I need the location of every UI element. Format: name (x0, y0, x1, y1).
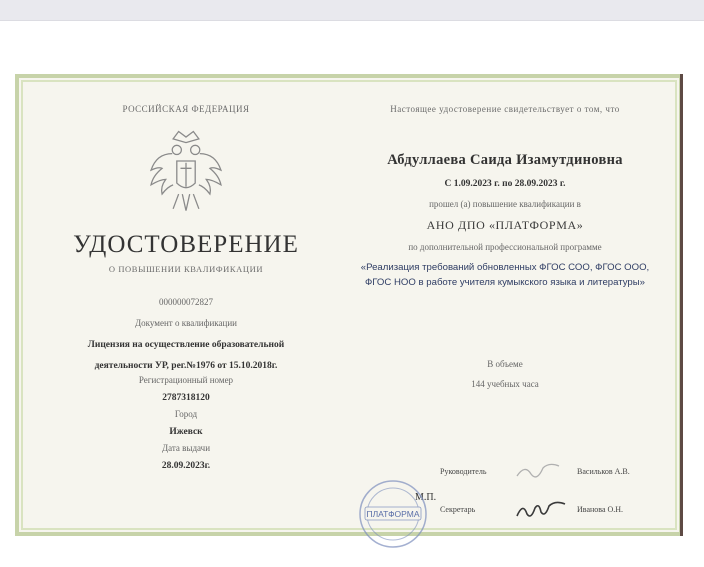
right-page (345, 104, 665, 519)
head-signature (513, 460, 563, 482)
country-name: РОССИЙСКАЯ ФЕДЕРАЦИЯ (122, 104, 250, 114)
secretary-signature (513, 498, 569, 522)
organization-stamp (357, 478, 429, 550)
document-type-label: Документ о квалификации (135, 317, 237, 328)
secretary-role-label: Секретарь (440, 505, 476, 514)
license-line-2: деятельности УР, рег.№1976 от 15.10.2018г. (94, 361, 278, 372)
license-line-1: Лицензия на осуществление образовательной (87, 339, 285, 350)
document-right-edge (680, 74, 683, 536)
stamp-text: ПЛАТФОРМА (366, 509, 420, 519)
training-period: С 1.09.2023 г. по 28.09.2023 г. (444, 179, 566, 189)
city-label: Город (174, 408, 198, 419)
head-name: Васильков А.В. (577, 467, 630, 476)
top-bar (0, 0, 704, 21)
program-title (345, 261, 665, 290)
secretary-name: Иванова О.Н. (577, 505, 624, 514)
program-title-line-2: ФГОС НОО в работе учителя кумыкского языка и литературы» (364, 276, 646, 288)
program-title-line-1: «Реализация требований обновленных ФГОС СОО, ФГОС ООО, (360, 262, 650, 274)
certificate-number: 000000072827 (159, 297, 213, 307)
certificate-intro: Настоящее удостоверение свидетельствует о том, что (390, 104, 620, 114)
volume-value: 144 учебных часа (471, 378, 539, 389)
seal-place-label: М.П. (415, 492, 437, 503)
reg-number-label: Регистрационный номер (138, 374, 234, 385)
head-role-label: Руководитель (440, 467, 487, 476)
issue-date: 28.09.2023г. (161, 461, 211, 472)
passed-training-text: прошел (а) повышение квалификации в (429, 199, 581, 210)
reg-number: 2787318120 (162, 392, 210, 403)
issue-date-label: Дата выдачи (161, 443, 211, 454)
holder-name: Абдуллаева Саида Изамутдиновна (387, 152, 623, 168)
volume-label: В объеме (487, 359, 523, 369)
program-label: по дополнительной профессиональной программе (408, 242, 602, 253)
certificate (15, 74, 683, 536)
certificate-subtitle: О ПОВЫШЕНИИ КВАЛИФИКАЦИИ (108, 264, 264, 274)
organization-name: АНО ДПО «ПЛАТФОРМА» (426, 218, 584, 233)
coat-of-arms-icon (140, 126, 232, 218)
city-value: Ижевск (169, 426, 203, 437)
certificate-title: УДОСТОВЕРЕНИЕ (73, 231, 299, 258)
left-page (37, 104, 335, 472)
